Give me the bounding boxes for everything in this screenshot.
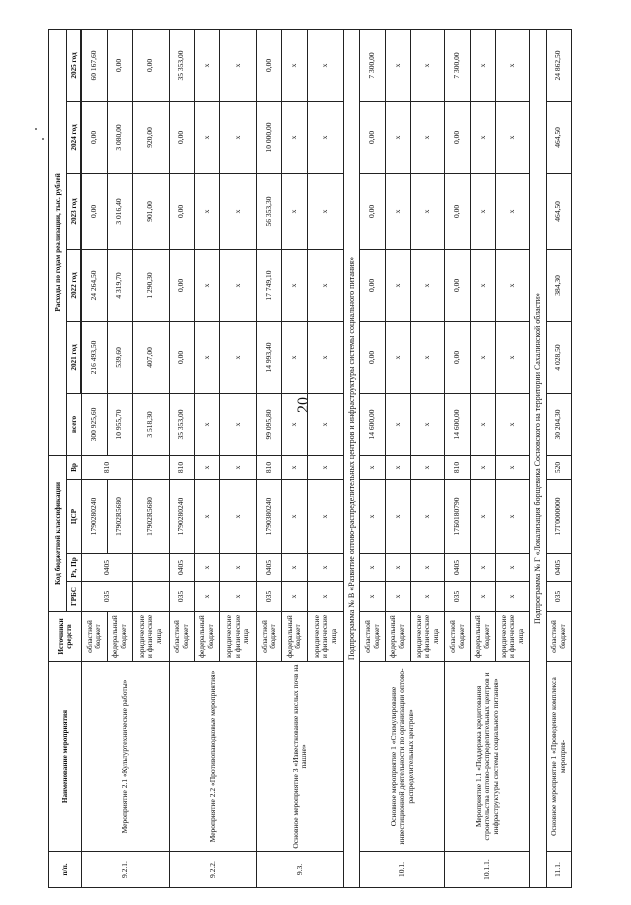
row-2023: 0,00 <box>169 173 194 249</box>
row-csr: x <box>360 480 385 554</box>
row-2025: x <box>220 29 257 101</box>
header-source: Источники средств <box>49 612 82 662</box>
row-2024: x <box>470 101 495 173</box>
row-2023: 0,00 <box>82 173 107 249</box>
row-vr: x <box>360 455 385 479</box>
row-rzpr: 0405 <box>546 554 571 582</box>
row-vr-empty <box>132 455 169 479</box>
header-expenses: Расходы по годам реализации, тыс. рублей <box>49 29 67 455</box>
row-csr: x <box>282 480 307 554</box>
row-2022: x <box>385 249 410 321</box>
row-total: 30 204,30 <box>546 393 571 455</box>
row-rzpr: x <box>194 554 219 582</box>
row-2023: x <box>410 173 444 249</box>
row-2025: 24 862,50 <box>546 29 571 101</box>
subprogram-row <box>344 29 360 887</box>
row-num: 11.1. <box>546 852 571 888</box>
row-2021: 0,00 <box>169 321 194 393</box>
row-source: областной бюджет <box>445 612 470 662</box>
row-source: областной бюджет <box>360 612 385 662</box>
table-row <box>257 29 282 887</box>
row-2024: x <box>220 101 257 173</box>
row-csr: 1790280240 <box>169 480 194 554</box>
row-csr: 17Б0180790 <box>445 480 470 554</box>
header-year-2024: 2024 год <box>67 101 81 173</box>
row-rzpr: 0405 <box>445 554 470 582</box>
row-vr: 810 <box>82 455 133 479</box>
budget-table <box>48 29 572 888</box>
row-2023: x <box>194 173 219 249</box>
row-grbs-empty <box>132 582 169 612</box>
scan-speck <box>35 128 37 130</box>
row-2023: 3 016,40 <box>107 173 132 249</box>
row-grbs: x <box>194 582 219 612</box>
row-2025: x <box>410 29 444 101</box>
table-row <box>546 29 571 887</box>
row-source: юридические и физические лица <box>410 612 444 662</box>
row-csr: 17902R5680 <box>107 480 132 554</box>
row-total: 35 353,00 <box>169 393 194 455</box>
row-2025: x <box>282 29 307 101</box>
row-2023: x <box>496 173 530 249</box>
row-2021: x <box>282 321 307 393</box>
row-vr: x <box>496 455 530 479</box>
row-vr: 520 <box>546 455 571 479</box>
row-grbs: 035 <box>82 582 133 612</box>
row-grbs: x <box>360 582 385 612</box>
row-total: x <box>220 393 257 455</box>
row-grbs: 035 <box>546 582 571 612</box>
table-row <box>82 29 107 887</box>
row-2021: 539,60 <box>107 321 132 393</box>
row-2024: x <box>496 101 530 173</box>
row-2021: 0,00 <box>445 321 470 393</box>
row-2025: 60 167,60 <box>82 29 107 101</box>
row-source: областной бюджет <box>82 612 107 662</box>
row-grbs: 035 <box>257 582 282 612</box>
row-2024: 3 080,00 <box>107 101 132 173</box>
row-2021: x <box>307 321 344 393</box>
row-num: 10.1.1. <box>445 852 530 888</box>
row-rzpr: x <box>496 554 530 582</box>
header-vr: Вр <box>67 455 82 479</box>
header-grbs: ГРБС <box>67 582 82 612</box>
row-2022: x <box>410 249 444 321</box>
table-row <box>360 29 385 887</box>
row-2021: 4 028,50 <box>546 321 571 393</box>
row-csr: x <box>410 480 444 554</box>
row-2022: x <box>220 249 257 321</box>
row-csr: 1790280240 <box>82 480 107 554</box>
row-2025: x <box>194 29 219 101</box>
row-grbs: x <box>496 582 530 612</box>
row-2021: x <box>194 321 219 393</box>
row-grbs: 035 <box>445 582 470 612</box>
row-source: федеральный бюджет <box>282 612 307 662</box>
subprogram-title: Подпрограмма № В «Развитие оптово-распределительных центров и инфраструктуры системы социального питания» <box>344 29 360 887</box>
row-total: x <box>307 393 344 455</box>
row-grbs: 035 <box>169 582 194 612</box>
row-2025: x <box>470 29 495 101</box>
row-vr: x <box>410 455 444 479</box>
row-source: юридические и физические лица <box>220 612 257 662</box>
row-2025: 7 300,00 <box>445 29 470 101</box>
row-name: Основное мероприятие 1 «Проведение комплекса мероприя- <box>546 662 571 852</box>
row-rzpr: x <box>360 554 385 582</box>
header-budget-code: Код бюджетной классификации <box>49 455 67 611</box>
row-2023: x <box>282 173 307 249</box>
row-2022: 384,30 <box>546 249 571 321</box>
row-2023: 0,00 <box>445 173 470 249</box>
row-2025: 0,00 <box>107 29 132 101</box>
row-source: федеральный бюджет <box>385 612 410 662</box>
row-2025: x <box>496 29 530 101</box>
row-2024: 0,00 <box>82 101 107 173</box>
row-2024: 0,00 <box>169 101 194 173</box>
row-2024: 0,00 <box>360 101 385 173</box>
row-2023: 901,00 <box>132 173 169 249</box>
row-2024: 464,50 <box>546 101 571 173</box>
row-source: областной бюджет <box>257 612 282 662</box>
row-vr: 810 <box>445 455 470 479</box>
row-2022: 0,00 <box>445 249 470 321</box>
row-rzpr: x <box>410 554 444 582</box>
row-2023: 0,00 <box>360 173 385 249</box>
row-grbs: x <box>282 582 307 612</box>
row-2022: x <box>194 249 219 321</box>
row-name: Мероприятие 2.1 «Культуртехнические работы» <box>82 662 169 852</box>
row-2022: 0,00 <box>360 249 385 321</box>
header-name: Наименование мероприятия <box>49 662 82 852</box>
row-vr: 810 <box>257 455 282 479</box>
header-rzpr: Рз, Пр <box>67 554 82 582</box>
row-2024: x <box>385 101 410 173</box>
row-2022: 24 264,50 <box>82 249 107 321</box>
row-grbs: x <box>470 582 495 612</box>
header-year-2025: 2025 год <box>67 29 81 101</box>
row-2025: x <box>307 29 344 101</box>
row-rzpr: 0405 <box>257 554 282 582</box>
row-total: x <box>410 393 444 455</box>
row-2022: 0,00 <box>169 249 194 321</box>
row-2025: 35 353,00 <box>169 29 194 101</box>
header-total: всего <box>67 393 82 455</box>
row-csr: x <box>470 480 495 554</box>
row-num: 9.2.2. <box>169 852 256 888</box>
row-rzpr-empty <box>132 554 169 582</box>
row-rzpr: x <box>282 554 307 582</box>
row-2023: x <box>385 173 410 249</box>
row-2021: x <box>470 321 495 393</box>
row-source: федеральный бюджет <box>470 612 495 662</box>
subprogram-row <box>530 29 546 887</box>
row-vr: x <box>194 455 219 479</box>
row-rzpr: x <box>470 554 495 582</box>
row-2022: x <box>282 249 307 321</box>
row-2025: x <box>385 29 410 101</box>
row-source: юридические и физические лица <box>496 612 530 662</box>
row-2022: 4 319,70 <box>107 249 132 321</box>
rotated-table-container <box>48 30 572 888</box>
row-rzpr: x <box>385 554 410 582</box>
row-vr: 810 <box>169 455 194 479</box>
row-source: федеральный бюджет <box>107 612 132 662</box>
row-rzpr: 0405 <box>169 554 194 582</box>
row-total: x <box>470 393 495 455</box>
row-2023: 464,50 <box>546 173 571 249</box>
row-2021: 407,00 <box>132 321 169 393</box>
row-2024: x <box>194 101 219 173</box>
scan-speck <box>42 138 44 140</box>
row-vr: x <box>470 455 495 479</box>
row-total: x <box>385 393 410 455</box>
row-2025: 7 300,00 <box>360 29 385 101</box>
row-grbs: x <box>307 582 344 612</box>
row-source: юридические и физические лица <box>307 612 344 662</box>
row-2021: x <box>496 321 530 393</box>
row-2022: x <box>470 249 495 321</box>
row-2021: 0,00 <box>360 321 385 393</box>
row-total: 14 600,00 <box>360 393 385 455</box>
row-2024: x <box>410 101 444 173</box>
row-2022: 17 749,10 <box>257 249 282 321</box>
row-2023: x <box>307 173 344 249</box>
row-2024: x <box>307 101 344 173</box>
row-2022: 1 290,30 <box>132 249 169 321</box>
row-num: 10.1. <box>360 852 445 888</box>
row-grbs: x <box>410 582 444 612</box>
row-2025: 0,00 <box>257 29 282 101</box>
row-2022: x <box>307 249 344 321</box>
row-source: юридические и физические лица <box>132 612 169 662</box>
row-2022: x <box>496 249 530 321</box>
row-2023: 56 353,30 <box>257 173 282 249</box>
row-grbs: x <box>220 582 257 612</box>
row-name: Мероприятие 2.2 «Противопаводковые мероприятия» <box>169 662 256 852</box>
row-source: областной бюджет <box>546 612 571 662</box>
row-total: x <box>194 393 219 455</box>
row-csr: 17902R5680 <box>132 480 169 554</box>
row-csr: x <box>307 480 344 554</box>
row-vr: x <box>385 455 410 479</box>
row-vr: x <box>307 455 344 479</box>
row-source: федеральный бюджет <box>194 612 219 662</box>
row-rzpr: x <box>220 554 257 582</box>
row-vr: x <box>282 455 307 479</box>
row-2024: x <box>282 101 307 173</box>
row-total: 3 518,30 <box>132 393 169 455</box>
table-row <box>169 29 194 887</box>
row-csr: x <box>194 480 219 554</box>
row-vr: x <box>220 455 257 479</box>
row-name: Основное мероприятие 1 «Стимулирование инвестиционной деятельности по организации оптово-распределительных центров» <box>360 662 445 852</box>
header-year-2023: 2023 год <box>67 173 81 249</box>
row-total: 99 095,80 <box>257 393 282 455</box>
subprogram-title: Подпрограмма № Г «Локализация борщевика Сосновского на территории Сахалинской области» <box>530 29 546 887</box>
row-2021: x <box>410 321 444 393</box>
row-2023: x <box>470 173 495 249</box>
row-2021: 14 993,40 <box>257 321 282 393</box>
row-2021: x <box>220 321 257 393</box>
row-csr: x <box>220 480 257 554</box>
page-number: 20 <box>295 397 312 413</box>
row-total: 300 925,60 <box>82 393 107 455</box>
row-name: Основное мероприятие 3 «Известкование кислых почв на пашне» <box>257 662 344 852</box>
row-grbs: x <box>385 582 410 612</box>
row-csr: x <box>385 480 410 554</box>
header-year-2022: 2022 год <box>67 249 81 321</box>
row-2024: 920,00 <box>132 101 169 173</box>
row-num: 9.3. <box>257 852 344 888</box>
row-rzpr: x <box>307 554 344 582</box>
row-2024: 0,00 <box>445 101 470 173</box>
row-2025: 0,00 <box>132 29 169 101</box>
table-row <box>445 29 470 887</box>
header-year-2021: 2021 год <box>67 321 81 393</box>
row-num: 9.2.1. <box>82 852 169 888</box>
row-total: x <box>282 393 307 455</box>
row-total: x <box>496 393 530 455</box>
header-num: п/п. <box>49 852 82 888</box>
row-2024: 10 000,00 <box>257 101 282 173</box>
row-total: 14 600,00 <box>445 393 470 455</box>
row-2021: x <box>385 321 410 393</box>
row-2021: 216 493,50 <box>82 321 107 393</box>
row-total: 10 955,70 <box>107 393 132 455</box>
row-csr: 1790380240 <box>257 480 282 554</box>
row-csr: x <box>496 480 530 554</box>
row-csr: 17Г0000000 <box>546 480 571 554</box>
row-source: областной бюджет <box>169 612 194 662</box>
row-rzpr: 0405 <box>82 554 133 582</box>
row-name: Мероприятие 1.1 «Поддержка кредитования строительства оптово-распределительных центров и инфраструктуры системы социального питания» <box>445 662 530 852</box>
header-csr: ЦСР <box>67 480 82 554</box>
row-2023: x <box>220 173 257 249</box>
header-row-1 <box>49 29 67 887</box>
